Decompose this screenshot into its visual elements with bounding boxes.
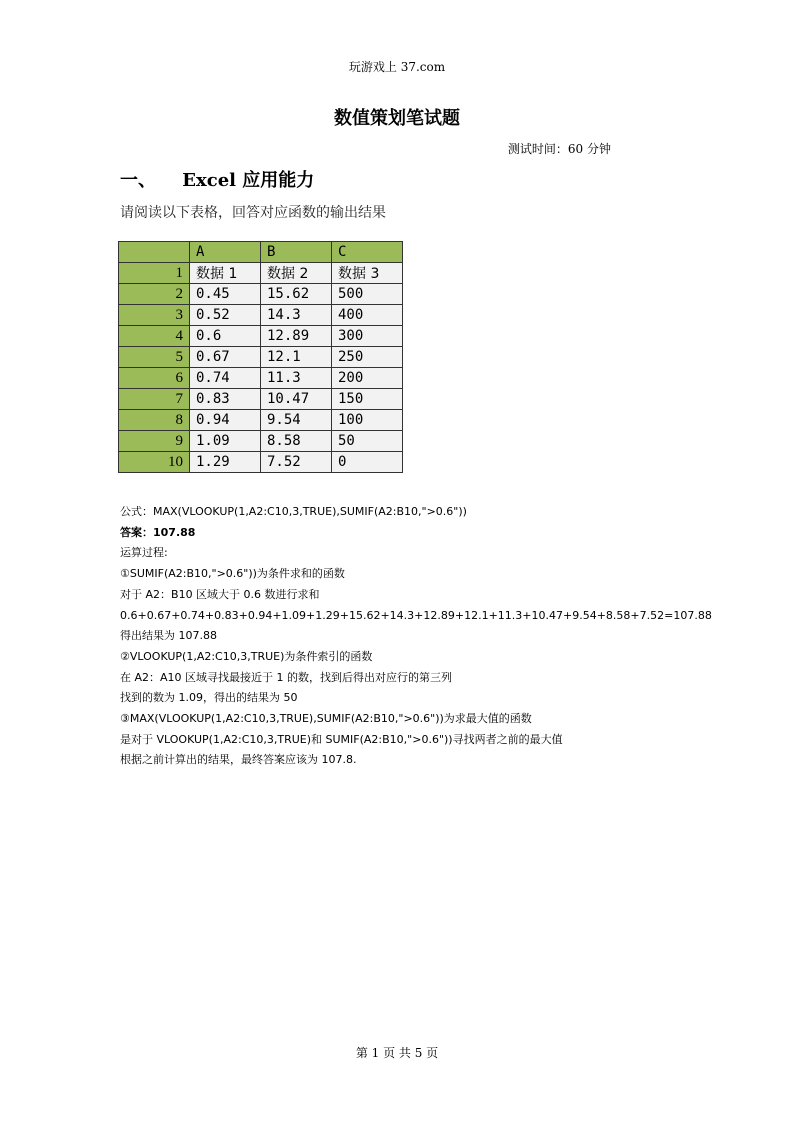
table-cell: 0.52 — [190, 305, 261, 326]
table-row — [119, 305, 403, 326]
table-row — [119, 452, 403, 473]
table-cell: 14.3 — [261, 305, 332, 326]
row-number: 5 — [119, 347, 190, 368]
solution-step: 对于 A2：B10 区域大于 0.6 数进行求和 — [120, 587, 320, 601]
solution-step: ③MAX(VLOOKUP(1,A2:C10,3,TRUE),SUMIF(A2:B10,">0.6"))为求最大值的函数 — [120, 712, 532, 726]
table-cell: 0.74 — [190, 368, 261, 389]
table-cell: 50 — [332, 431, 403, 452]
solution-step: 0.6+0.67+0.74+0.83+0.94+1.09+1.29+15.62+14.3+12.89+12.1+11.3+10.47+9.54+8.58+7.52=107.88 — [120, 608, 712, 622]
row-number: 6 — [119, 368, 190, 389]
table-cell: 1.29 — [190, 452, 261, 473]
table-cell: 0.6 — [190, 326, 261, 347]
page-footer: 第 1 页 共 5 页 — [355, 1046, 439, 1060]
table-cell: 250 — [332, 347, 403, 368]
page-header: 玩游戏上 37.com — [348, 60, 446, 74]
corner-cell — [119, 242, 190, 263]
solution-step: ②VLOOKUP(1,A2:C10,3,TRUE)为条件索引的函数 — [120, 649, 373, 663]
solution-step: 找到的数为 1.09，得出的结果为 50 — [120, 691, 298, 705]
column-header: C — [332, 242, 403, 263]
table-cell: 12.89 — [261, 326, 332, 347]
table-cell: 10.47 — [261, 389, 332, 410]
table-cell: 500 — [332, 284, 403, 305]
row-number: 9 — [119, 431, 190, 452]
table-cell: 0.94 — [190, 410, 261, 431]
table-cell: 9.54 — [261, 410, 332, 431]
table-cell: 1.09 — [190, 431, 261, 452]
table-cell: 200 — [332, 368, 403, 389]
solution-block — [120, 502, 712, 771]
table-cell: 150 — [332, 389, 403, 410]
process-label: 运算过程: — [120, 546, 168, 560]
table-cell: 15.62 — [261, 284, 332, 305]
table-row — [119, 431, 403, 452]
column-header: A — [190, 242, 261, 263]
test-time: 测试时间：60 分钟 — [507, 142, 611, 156]
table-cell: 300 — [332, 326, 403, 347]
table-cell: 7.52 — [261, 452, 332, 473]
row-number: 10 — [119, 452, 190, 473]
document-title: 数值策划笔试题 — [334, 108, 460, 129]
table-cell: 数据 2 — [261, 263, 332, 284]
solution-step: 在 A2：A10 区域寻找最接近于 1 的数，找到后得出对应行的第三列 — [120, 670, 453, 684]
table-cell: 8.58 — [261, 431, 332, 452]
row-number: 1 — [119, 263, 190, 284]
column-header-row — [119, 242, 403, 263]
solution-step: ①SUMIF(A2:B10,">0.6"))为条件求和的函数 — [120, 567, 345, 581]
section-heading — [120, 166, 314, 192]
table-cell: 12.1 — [261, 347, 332, 368]
solution-step: 是对于 VLOOKUP(1,A2:C10,3,TRUE)和 SUMIF(A2:B10,">0.6"))寻找两者之前的最大值 — [120, 732, 563, 746]
table-cell: 0 — [332, 452, 403, 473]
table-row — [119, 326, 403, 347]
table-cell: 400 — [332, 305, 403, 326]
table-cell: 0.67 — [190, 347, 261, 368]
row-number: 2 — [119, 284, 190, 305]
spreadsheet-table — [118, 241, 403, 473]
table-cell: 数据 3 — [332, 263, 403, 284]
intro-text: 请阅读以下表格，回答对应函数的输出结果 — [120, 205, 386, 221]
row-number: 8 — [119, 410, 190, 431]
table-row — [119, 389, 403, 410]
table-row — [119, 263, 403, 284]
table-cell: 100 — [332, 410, 403, 431]
section-number: 一、 — [120, 170, 156, 191]
table-cell: 11.3 — [261, 368, 332, 389]
solution-step: 根据之前计算出的结果，最终答案应该为 107.8. — [120, 753, 357, 767]
table-cell: 数据 1 — [190, 263, 261, 284]
section-title: Excel 应用能力 — [182, 170, 315, 191]
column-header: B — [261, 242, 332, 263]
row-number: 3 — [119, 305, 190, 326]
table-row — [119, 284, 403, 305]
table-row — [119, 347, 403, 368]
table-cell: 0.83 — [190, 389, 261, 410]
table-row — [119, 368, 403, 389]
row-number: 4 — [119, 326, 190, 347]
row-number: 7 — [119, 389, 190, 410]
answer-line: 答案：107.88 — [120, 525, 196, 539]
solution-step: 得出结果为 107.88 — [120, 629, 217, 643]
formula-line: 公式：MAX(VLOOKUP(1,A2:C10,3,TRUE),SUMIF(A2:B10,">0.6")) — [120, 505, 467, 518]
table-row — [119, 410, 403, 431]
table-cell: 0.45 — [190, 284, 261, 305]
